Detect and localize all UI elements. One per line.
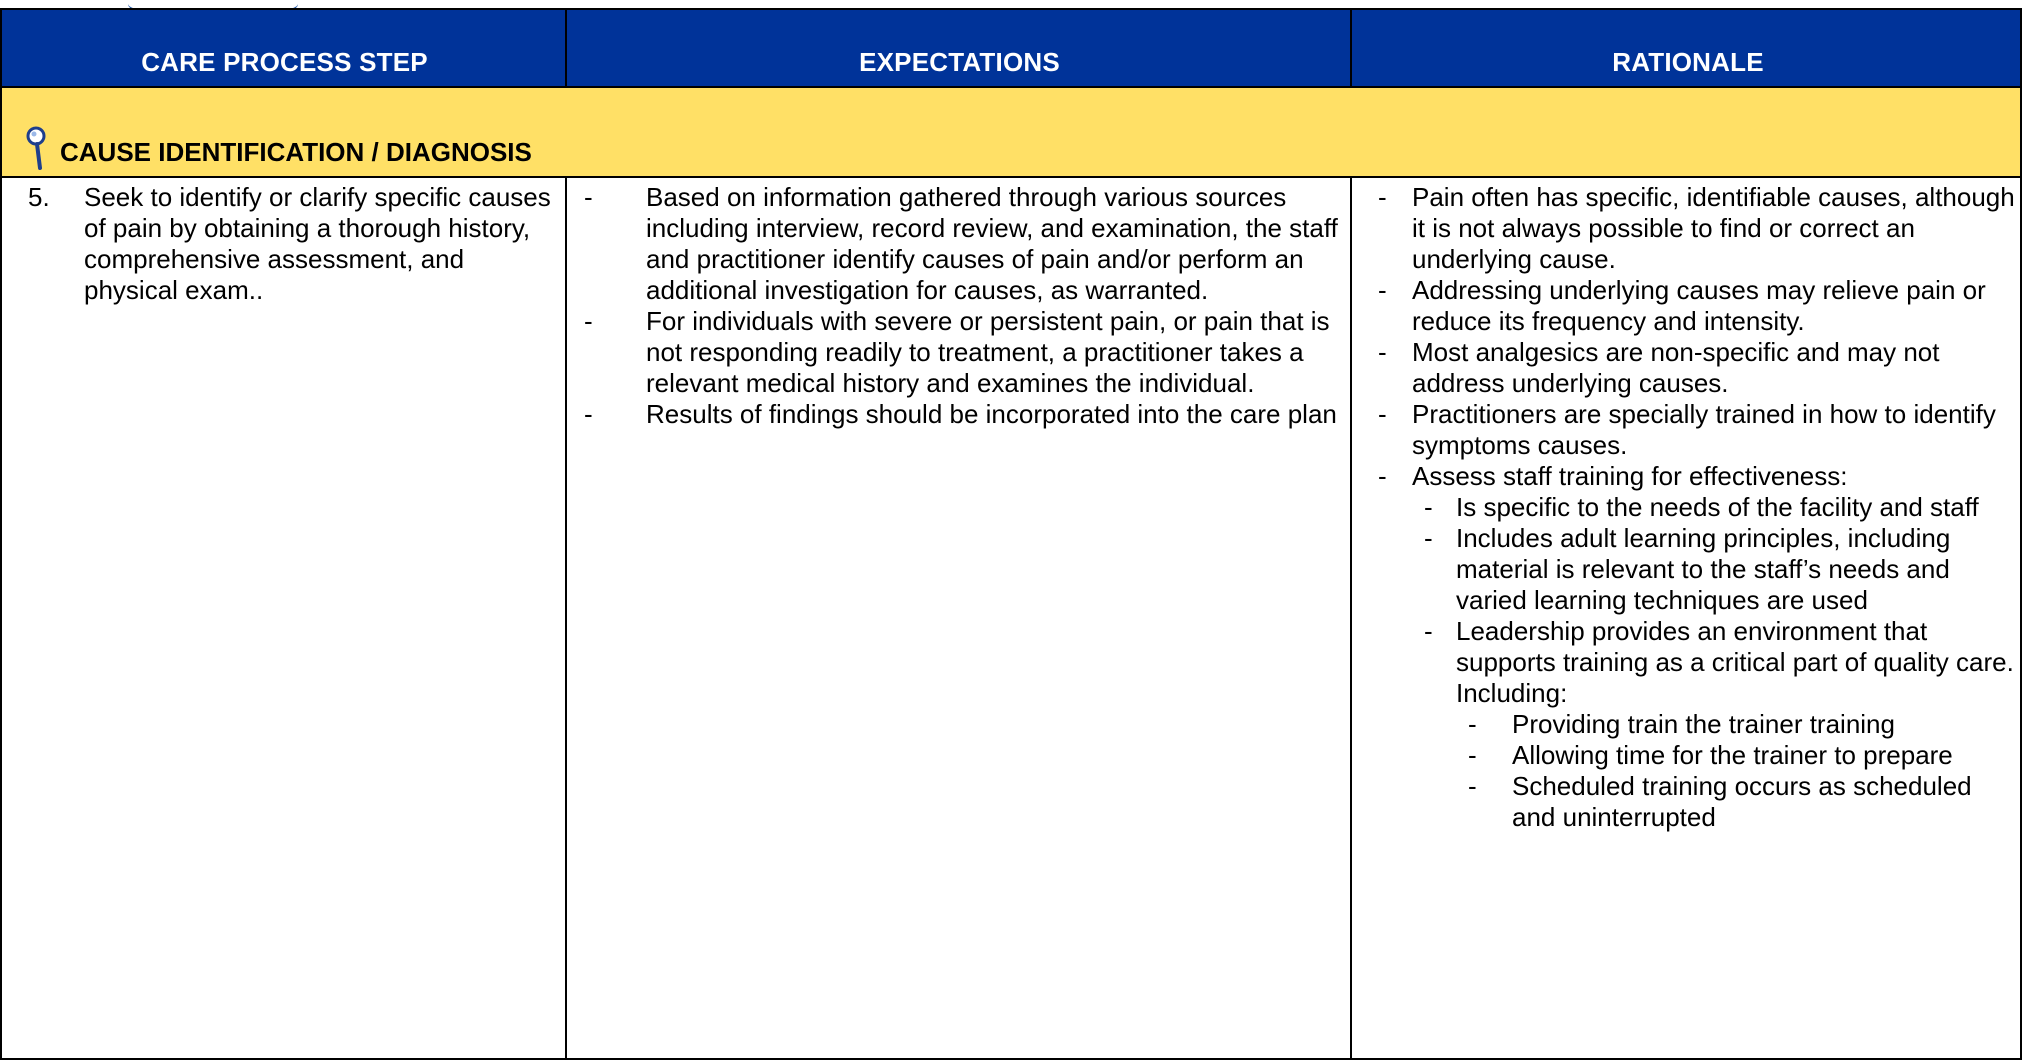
column-divider bbox=[565, 178, 567, 1060]
bullet-dash: - bbox=[1378, 275, 1387, 305]
bullet-dash: - bbox=[584, 182, 593, 212]
rationale-text: Practitioners are specially trained in how to identify symptoms causes. bbox=[1412, 399, 1996, 460]
rationale-subsubitem-text: Allowing time for the trainer to prepare bbox=[1512, 740, 1953, 770]
list-item bbox=[1366, 461, 2016, 492]
rationale-subsubitem-text: Providing train the trainer training bbox=[1512, 709, 1895, 739]
list-item bbox=[1366, 492, 2016, 523]
section-title: CAUSE IDENTIFICATION / DIAGNOSIS bbox=[60, 137, 532, 167]
bullet-dash: - bbox=[584, 399, 593, 429]
rationale-subitem-text: Includes adult learning principles, including material is relevant to the staff’s needs and varied learning techniques are used bbox=[1456, 523, 1951, 615]
rationale-subsubitem-text: Scheduled training occurs as scheduled and uninterrupted bbox=[1512, 771, 1972, 832]
step-number: 5. bbox=[28, 182, 50, 212]
section-row bbox=[2, 86, 2020, 178]
list-item bbox=[1366, 182, 2016, 275]
rationale-text: Addressing underlying causes may relieve pain or reduce its frequency and intensity. bbox=[1412, 275, 1986, 336]
rationale-text: Pain often has specific, identifiable causes, although it is not always possible to find or correct an underlying cause. bbox=[1412, 182, 2015, 274]
list-item bbox=[1366, 275, 2016, 337]
bullet-dash: - bbox=[1378, 182, 1387, 212]
list-item bbox=[1366, 523, 2016, 616]
list-item bbox=[1366, 337, 2016, 399]
bullet-dash: - bbox=[1468, 740, 1477, 770]
header-care-process-step: CARE PROCESS STEP bbox=[141, 47, 428, 77]
bullet-dash: - bbox=[1424, 523, 1433, 553]
column-divider bbox=[1350, 178, 1352, 1060]
header-rationale: RATIONALE bbox=[1612, 47, 1764, 77]
care-process-table bbox=[0, 8, 2022, 1060]
expectation-text: For individuals with severe or persistent pain, or pain that is not responding readily to treatment, a practitioner takes a relevant medical history and examines the individual. bbox=[646, 306, 1330, 398]
bullet-dash: - bbox=[1378, 399, 1387, 429]
list-item bbox=[1366, 740, 2016, 771]
bullet-dash: - bbox=[584, 306, 593, 336]
bullet-dash: - bbox=[1468, 771, 1477, 801]
magnifier-icon bbox=[24, 126, 50, 170]
rationale-subitem-text: Leadership provides an environment that supports training as a critical part of quality care. Including: bbox=[1456, 616, 2014, 708]
bullet-dash: - bbox=[1424, 616, 1433, 646]
list-item bbox=[580, 399, 1350, 430]
header-expectations: EXPECTATIONS bbox=[859, 47, 1060, 77]
list-item bbox=[1366, 399, 2016, 461]
bullet-dash: - bbox=[1424, 492, 1433, 522]
list-item bbox=[1366, 771, 2016, 833]
list-item bbox=[580, 182, 1350, 306]
bullet-dash: - bbox=[1378, 461, 1387, 491]
rationale-cell bbox=[1366, 182, 2016, 833]
expectation-text: Based on information gathered through various sources including interview, record review, and examination, the staff and practitioner identify causes of pain and/or perform an additional investigation for causes, as warranted. bbox=[646, 182, 1338, 305]
rationale-text: Most analgesics are non-specific and may not address underlying causes. bbox=[1412, 337, 1940, 398]
bullet-dash: - bbox=[1468, 709, 1477, 739]
step-text: Seek to identify or clarify specific causes of pain by obtaining a thorough history, comprehensive assessment, and physical exam.. bbox=[84, 182, 551, 305]
list-item bbox=[580, 306, 1350, 399]
expectations-cell bbox=[580, 182, 1350, 430]
list-item bbox=[1366, 709, 2016, 740]
rationale-subitem-text: Is specific to the needs of the facility and staff bbox=[1456, 492, 1979, 522]
rationale-text: Assess staff training for effectiveness: bbox=[1412, 461, 1848, 491]
table-header-row bbox=[2, 10, 2020, 86]
bullet-dash: - bbox=[1378, 337, 1387, 367]
expectation-text: Results of findings should be incorporated into the care plan bbox=[646, 399, 1337, 429]
list-item bbox=[1366, 616, 2016, 709]
